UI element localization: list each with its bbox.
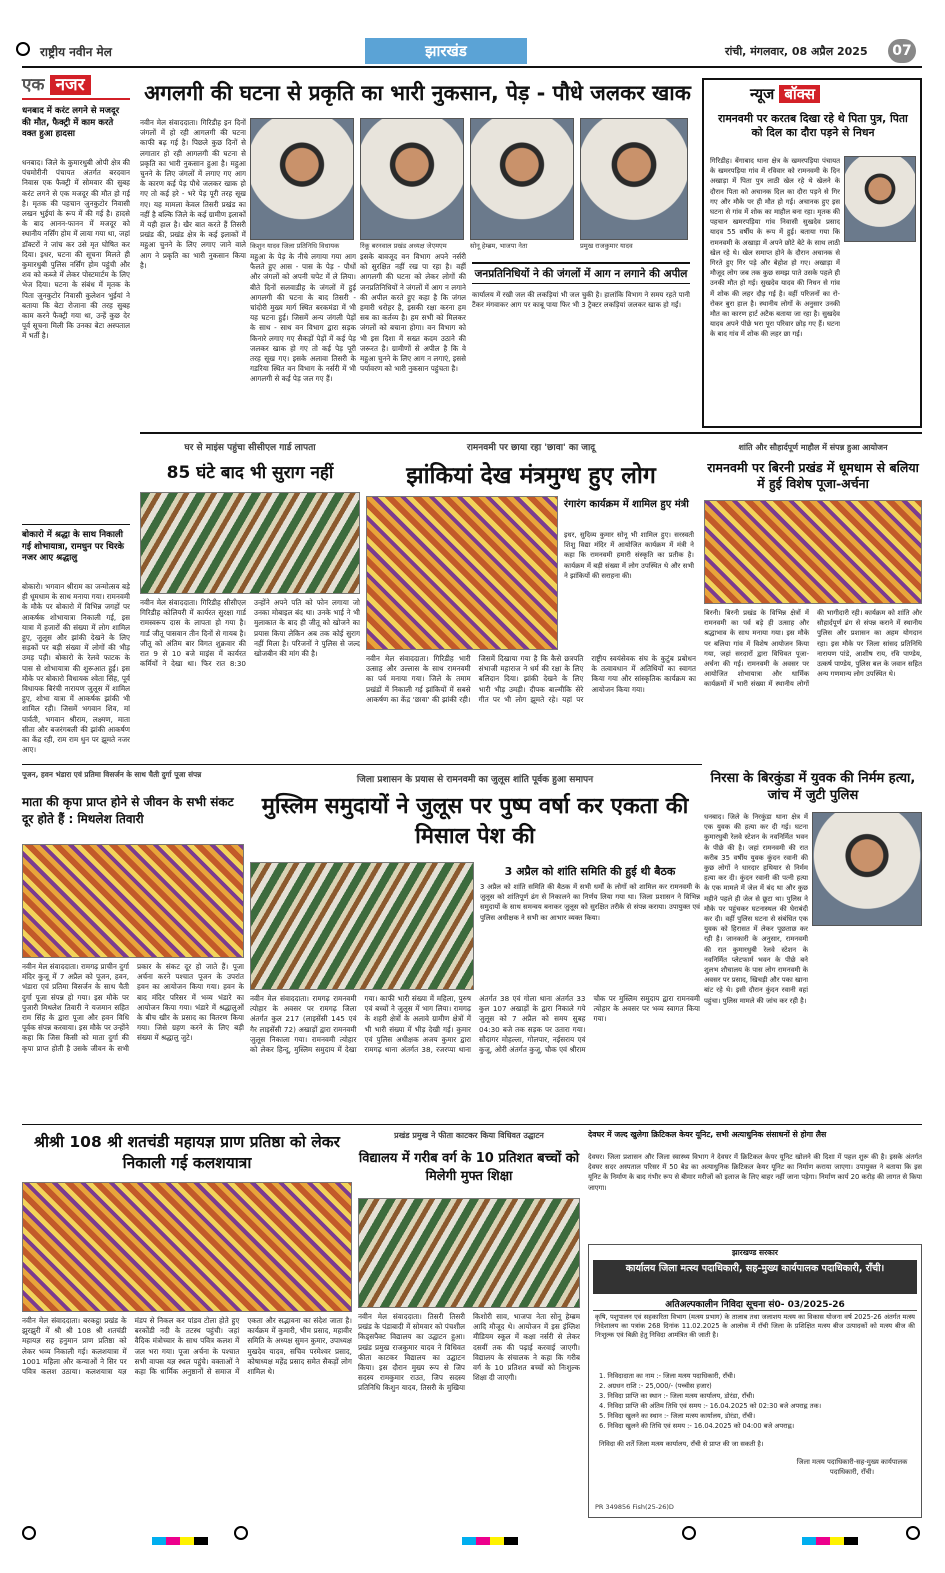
ek-nazar-item2-body: बोकारो। भगवान श्रीराम का जन्मोत्सव बड़े ही धूमधाम के साथ मनाया गया। रामनवमी के मौके पर बोकारो में विभिन्न जगहों पर आकर्षक शोभायात्रा निकाली गई, इस यात्रा में हजारों की संख्या में लोग शामिल हुए, जुलूस और झांकी देखने के लिए सड़कों पर बड़ी संख्या में लोगों की भीड़ उमड़ पड़ी। बोकारो के रेलवे फाटक के पास से शोभायात्रा की शुरूआत हुई। इस मौके पर बोकारो विधायक श्वेता सिंह, पूर्व विधायक बिरंची नारायण जुलूस में शामिल हुए, शोभा यात्रा में आकर्षक झांकी भी शामिल रही। जिसमें भगवान शिव, मां पार्वती, भगवान श्रीराम, लक्ष्मण, माता सीता और बजरंगबली की झांकी आकर्षण का केंद्र रही, राम राम धुन पर झूमते नजर आए। xyxy=(22,582,130,755)
row3-left-body: नवीन मेल संवाददाता। रामगढ़ प्राचीन दुर्गा मंदिर कुजू में 7 अप्रैल को पूजन, हवन, भंडारा एवं प्रतिमा विसर्जन के साथ चैती दुर्गा पूजा संपन्न हो गया। इस मौके पर पुजारी मिथलेश तिवारी ने यजमान सहित राम सिंह के द्वारा पूजा और हवन विधि पूर्वक संपन्न करवाया। इस मौके पर उन्होंने कहा कि जिस किसी को माता दुर्गा की कृपा प्राप्त होती है उसके जीवन के सभी प्रकार के संकट दूर हो जाते हैं। पूजा अर्चना करने पश्चात पूजन के उपरांत हवन का आयोजन किया गया। हवन के बाद मंदिर परिसर में भव्य भंडारे का आयोजन किया गया। भंडारे में श्रद्धालुओं के बीच खीर के प्रसाद का वितरण किया गया। जिसे ग्रहण करने के लिए बड़ी संख्या में श्रद्धालु जुटे। xyxy=(22,962,244,1053)
nazar-label: नजर xyxy=(50,75,91,95)
row3-right-body: नवीन मेल संवाददाता। रामगढ़ रामनवमी त्योहार के अवसर पर रामगढ़ जिला अंतर्गत कुल 217 (लाइसेंसी 145 एवं गैर लाइसेंसी 72) अखाड़ों द्वारा रामनवमी जुलूस निकाला गया। रामनवमी त्योहार को लेकर हिन्दू, मुस्लिम समुदाय में देखा गया। काफी भारी संख्या में महिला, पुरुष एवं बच्चों ने जुलूस में भाग लिया। रामगढ़ के शहरी क्षेत्रों के अलावे ग्रामीण क्षेत्रों में भी भारी संख्या में भीड़ देखी गई। कुमार एवं पुलिस अधीक्षक अजय कुमार द्वारा रामगढ़ थाना अंतर्गत 38, रजरप्पा थाना अंतर्गत 38 एवं गोला थाना अंतर्गत 33 कुल 107 अखाड़ों के द्वारा निकाले गये जुलूस को 7 अप्रैल को समय सुबह 04:30 बजे तक सड़क पर उतारा गया। सौदागर मोहल्ला, गोलपार, नईसराय एवं कुजू, ओरी अंतर्गत कुजू, चौक एवं श्रीराम चौक पर मुस्लिम समुदाय द्वारा रामनवमी त्योहार के अवसर पर भव्य स्वागत किया गया। xyxy=(250,994,700,1055)
news-box-body: गिरिडीह। बेंगाबाद थाना क्षेत्र के खमरपड़िया पंचायत के खमरपड़िया गांव में रविवार को रामनवमी के दिन अखाड़ा में पिता पुत्र लाठी खेल रहे थे खेलने के दौरान पिता को अचानक दिल का दौरा पड़ने से गिर गए और मौके पर ही मौत हो गई। अचानक हुए इस घटना से गांव में शोक का माहौल बना रहा। मृतक की पहचान खमरपड़िया गांव निवासी सुखदेव प्रसाद यादव 55 वर्षीय के रूप में हुई। बताया गया कि रामनवमी के अखाड़ा में अपने छोटे बेटे के साथ लाठी खेल रहे थे। खेल समाप्त होने के दौरान अचानक से गिरते हुए गिर पड़े और बेहोश हो गए। अखाड़ा में मौजूद लोग जब तक कुछ समझ पाते उसके पहले ही उनकी मौत हो गई। सुखदेव यादव की निधन से गांव में शोक की लहर दौड़ गई है। वहीं परिजनों का रो-रोकर बुरा हाल है। स्थानीय लोगों के अनुसार उनकी मौत का कारण हार्ट अटैक बताया जा रहा है। सुखदेव यादव अपने पीछे भरा पूरा परिवार छोड़ गए हैं। घटना के बाद गांव में शोक की लहर छा गई। xyxy=(710,157,840,339)
box-label: बॉक्स xyxy=(779,85,820,103)
registration-mark xyxy=(22,1526,36,1540)
row3-kicker-right: जिला प्रशासन के प्रयास से रामनवमी का जुलूस शांति पूर्वक हुआ समापन xyxy=(356,775,594,785)
row-divider-1 xyxy=(140,432,922,434)
row2-right-photo xyxy=(366,496,558,650)
masthead xyxy=(22,38,922,64)
tender-item: 4. निविदा प्राप्ति की अंतिम तिथि एवं समय :- 16.04.2025 को 02:30 बजे अपराह्न तक। xyxy=(599,1402,822,1410)
portrait-photo-1 xyxy=(250,118,354,240)
tender-pr-number: PR 349856 Fish(25-26)D xyxy=(595,1503,674,1511)
row2-left-body: नवीन मेल संवाददाता। गिरिडीह सीसीएल गिरिडीह कोलियरी में कार्यरत सुरक्षा गार्ड रामस्वरूप दास के लापता हो गया है। गार्ड जीतू पासवान तीन दिनों से गायब है। जीतू को अंतिम बार विगत शुक्रवार की रात 9 से 10 बजे माइंस में कार्यरत कर्मियों ने देखा था। फिर रात 8:30 उन्होंने अपने पति को फोन लगाया जो उनका मोबाइल बंद था। उनके भाई ने भी मुलाकात के बाद ही जीतू को खोजने का प्रयास किया लेकिन अब तक कोई सुराग नहीं मिला है। परिजनों ने पुलिस से जल्द खोजबीन की मांग की है। xyxy=(140,598,360,669)
color-swatches xyxy=(802,1530,858,1549)
tender-item: 1. निविदादाता का नाम :- जिला मत्स्य पदाधिकारी, राँची। xyxy=(599,1372,736,1380)
section-bar xyxy=(365,38,527,64)
tender-footer-note: निविदा की शर्तें जिला मत्स्य कार्यालय, राँची से प्राप्त की जा सकती है। xyxy=(599,1440,764,1448)
row3-kicker-left: पूजन, हवन भंडारा एवं प्रतिमा विसर्जन के साथ चैती दुर्गा पूजा संपन्न xyxy=(22,770,202,779)
row2-left-photo xyxy=(140,492,360,594)
print-color-bar xyxy=(22,1526,922,1542)
color-swatches xyxy=(152,1530,208,1549)
lead-col3 xyxy=(360,252,466,426)
tender-intro: कृषि, पशुपालन एवं सहकारिता विभाग (मत्स्य प्रभाग) के तालाब तथा जलाशय मत्स्य का विकास योजना वर्ष 2025-26 अंतर्गत मत्स्य निदेशालय का पत्रांक 268 दिनांक 11.02.2025 के आलोक में राँची जिला के प्रशिक्षित मत्स्य बीज उत्पादकों को मत्स्य बीज की निःशुल्क एवं बिक्री हेतु निविदा आमंत्रित की जाती है। xyxy=(595,1313,915,1339)
deoghar-body: देवघर। जिला प्रशासन और जिला स्वास्थ्य विभाग ने देवघर में क्रिटिकल केयर यूनिट खोलने की दिशा में पहल शुरू की है। इसके अंतर्गत देवघर सदर अस्पताल परिसर में 50 बेड का अत्याधुनिक क्रिटिकल केयर यूनिट का निर्माण कराया जाएगा। उपायुक्त ने बताया कि इस यूनिट के निर्माण के बाद गंभीर रूप से बीमार मरीजों को इलाज के लिए बाहर नहीं जाना पड़ेगा। निर्माण कार्य 20 करोड़ की लागत से किया जाएगा। xyxy=(588,1153,922,1192)
tender-org: झारखण्ड सरकार xyxy=(732,1248,778,1257)
tender-notice xyxy=(588,1244,922,1518)
birni-body: बिरनी। बिरनी प्रखंड के विभिन्न क्षेत्रों में रामनवमी का पर्व बड़े ही उत्साह और श्रद्धाभाव के साथ मनाया गया। इस मौके पर बलिया गांव में विशेष आयोजन किया गया, जहां सरदारों द्वारा विधिवत पूजा-अर्चना की गई। रामनवमी के अवसर पर आयोजित शोभायात्रा और धार्मिक कार्यक्रमों में भारी संख्या में स्थानीय लोगों की भागीदारी रही। कार्यक्रम को शांति और सौहार्दपूर्ण ढंग से संपन्न कराने में स्थानीय पुलिस और प्रशासन का अहम योगदान रहा। इस मौके पर जिला सांसद प्रतिनिधि नारायण पांडे, आशीष राय, रवि पाण्डेय, उत्कर्ष पाण्डेय, पुलिस बल के जवान सहित अन्य गणमान्य लोग उपस्थित थे। xyxy=(704,609,922,689)
row2-right-subhead: रंगारंग कार्यक्रम में शामिल हुए मंत्री xyxy=(564,499,689,510)
portrait-photo-4 xyxy=(580,118,688,240)
news-box xyxy=(702,78,922,428)
lead-body-col2: महुआ के पेड़ के नीचे लगाया गया आग फैलते हुए आस - पास के पेड़ - पौधों और जंगलों को अपनी चपेट में ले लिया। बीते दिनों सलवाडीह के जंगलों में हुई आगलगी की घटना के बाद तिसरी - चांदोरी मुख्य मार्ग स्थित बरकमंडा में भी यह घटना हुई। जिसमें अन्य जंगली पेड़ों के साथ - साथ वन विभाग द्वारा सड़क किनारे लगाए गए सैकड़ों पेड़ों में कई पेड़ जलकर खाक हो गए तो कई पेड़ पूरी तरह सूख गए। इसके अलावा तिसरी के गडरिया स्थित वन विभाग के नर्सरी में भी आगलगी से कई पेड़ जल गए हैं। xyxy=(250,252,356,384)
row3-right-sub-body: 3 अप्रैल को शांति समिति की बैठक में सभी धर्मों के लोगों को शामिल कर रामनवमी के जुलूस को शांतिपूर्ण ढंग से निकालने का निर्णय लिया गया था। जिला प्रशासन ने विभिन्न समुदायों के साथ समन्वय बनाकर जुलूस को सुरक्षित तरीके से संपन्न कराया। उपायुक्त एवं पुलिस अधीक्षक ने सभी का आभार व्यक्त किया। xyxy=(480,883,700,922)
portrait-caption-3: सोनू हेम्ब्रम, भाजपा नेता xyxy=(470,242,528,250)
crime-body: धनबाद। जिले के निरकुंडा थाना क्षेत्र में एक युवक की हत्या कर दी गई। घटना कुमारधुबी रेलवे स्टेशन के नवनिर्मित भवन के पीछे की है। जहां रामनवमी की रात करीब 35 वर्षीय युवक कुंदन रवानी की कुछ लोगों ने धारदार हथियार से निर्मम हत्या कर दी। कुंदन रवानी की पत्नी हत्या के एक मामले में जेल में बंद था और कुछ महीने पहले ही जेल से छूटा था। पुलिस ने मौके पर पहुंचकर घटनास्थल की घेराबंदी कर दी। वहीं पुलिस घटना से संबंधित एक युवक को हिरासत में लेकर पूछताछ कर रही है। जानकारी के अनुसार, रामनवमी की रात कुमारधुबी रेलवे स्टेशन के नवनिर्मित प्लेटफार्म भवन के पीछे बने शुलभ शौचालय के पास लोग रामनवमी के अवसर पर प्रसाद, खिचड़ी और पका खाना बांट रहे थे। इसी दौरान कुंदन रवानी वहां पहुंचा। पुलिस मामले की जांच कर रही है। xyxy=(704,813,808,1005)
row4-mid-headline: विद्यालय में गरीब वर्ग के 10 प्रतिशत बच्चों को मिलेगी मुफ्त शिक्षा xyxy=(358,1151,580,1184)
tender-title: कार्यालय जिला मत्स्य पदाधिकारी, सह-मुख्य कार्यपालक पदाधिकारी, राँची। xyxy=(625,1263,885,1274)
deoghar-kicker: देवघर में जल्द खुलेगा क्रिटिकल केयर यूनिट, सभी अत्याधुनिक संसाधनों से होगा लैस xyxy=(588,1130,827,1139)
news-box-photo xyxy=(844,156,916,242)
divider xyxy=(22,524,130,525)
masthead-rule xyxy=(22,66,922,68)
color-swatches xyxy=(462,1530,518,1549)
tender-item: 2. अग्रधन राशि :- 25,000/- (पच्चीस हजार) xyxy=(599,1382,712,1390)
row3-right-photo xyxy=(250,862,474,990)
tender-title-band xyxy=(593,1260,917,1294)
portrait-caption-2: रिंकू बरनवाल प्रखंड अध्यक्ष जेएमएम xyxy=(360,242,447,250)
lead-col2 xyxy=(250,252,356,426)
ek-label: एक xyxy=(22,75,45,95)
ek-nazar-label xyxy=(22,72,130,100)
birni-photo xyxy=(704,500,922,604)
row2-right-headline: झांकियां देख मंत्रमुग्ध हुए लोग xyxy=(406,463,656,489)
lead-body-col1: नवीन मेल संवाददाता। गिरिडीह इन दिनों जंगलों में हो रही आगलगी की घटना काफी बढ़ गई है। पिछले कुछ दिनों से लगातार हो रही आगलगी की घटना से प्रकृति का भारी नुकसान हुआ है। महुआ चुनने के लिए जंगलों में लगाए गए आग के कारण कई पेड़ पौधे जलकर खाक हो गए तो कई हरे - भरे पेड़ पूरी तरह सूख गए। यह मामला केवल तिसरी प्रखंड का नहीं है बल्कि जिले के कई ग्रामीण इलाकों में यही हाल है। खैर बात करते हैं तिसरी प्रखंड की, प्रखंड क्षेत्र के कई इलाकों में महुआ चुनने के लिए लगाए जाने वाले आग ने प्रकृति का भारी नुकसान किया है। xyxy=(140,118,246,270)
tender-item: 6. निविदा खुलने की तिथि एवं समय :- 16.04.2025 को 04:00 बजे अपराह्न। xyxy=(599,1422,795,1430)
tender-signature: जिला मत्स्य पदाधिकारी-सह-मुख्य कार्यपालक पदाधिकारी, राँची। xyxy=(796,1458,908,1477)
ek-nazar-item2-headline: बोकारो में श्रद्धा के साथ निकाली गई शोभायात्रा, रामधुन पर थिरके नजर आए श्रद्धालु xyxy=(22,530,124,563)
row4-mid-photo xyxy=(358,1198,580,1308)
registration-mark xyxy=(906,1526,920,1540)
news-label: न्यूज xyxy=(750,85,775,103)
lead-col1 xyxy=(140,118,246,426)
page-number: 07 xyxy=(888,39,916,63)
ek-nazar-column xyxy=(22,72,132,762)
crime-headline: निरसा के बिरकुंडा में युवक की निर्मम हत्या, जांच में जुटी पुलिस xyxy=(710,771,916,803)
tender-item: 3. निविदा प्राप्ति का स्थान :- जिला मत्स्य कार्यालय, डोरंडा, राँची। xyxy=(599,1392,755,1400)
lead-headline: अगलगी की घटना से प्रकृति का भारी नुकसान, पेड़ - पौधे जलकर खाक xyxy=(144,81,691,105)
ek-nazar-item1-body: धनबाद। जिले के कुमारधुबी ओपी क्षेत्र की पंचमोरीनी पंचायत अंतर्गत बरदवान निवास एक फैक्ट्री में सोमवार की सुबह करंट लगने से एक मजदूर की मौत हो गई है। मृतक की पहचान जुनकुटोर निवासी लखन भुईयां के रूप में की गई है। हादसे के बाद आनन-फानन में मजदूर को स्थानीय नर्सिंग होम में लाया गया था, जहां डॉक्टरों ने जांच कर उसे मृत घोषित कर दिया। इधर, घटना की सूचना मिलते ही कुमारधुबी पुलिस नर्सिंग होम पहुंची और शव को कब्जे में लेकर पोस्टमार्टम के लिए भेज दिया। घटना के संबंध में मृतक के पिता जुनकुटोर निवासी कुलेशन भुईयां ने बताया कि बेटा रोजाना की तरह सुबह काम करने फैक्ट्री गया था, उन्हें कुछ देर पूर्व सूचना मिली कि उनका बेटा अस्पताल में भर्ती है। xyxy=(22,158,130,341)
row-divider-3 xyxy=(22,1124,922,1125)
row4-mid-body: नवीन मेल संवाददाता। तिसरी तिसरी प्रखंड के पंडाबादी में सोमवार को पंचशील किड्सपैक्ट विद्यालय का उद्घाटन हुआ। प्रखंड प्रमुख राजकुमार यादव ने विधिवत फीता काटकर विद्यालय का उद्घाटन किया। इस दौरान मुख्य रूप से जिप सदस्य रामकुमार राउत, जिप सदस्य प्रतिनिधि किशुन यादव, तिसरी के मुखिया किशोरी साव, भाजपा नेता सोनू हेम्ब्रम आदि मौजूद थे। आयोजन में इस इंग्लिश मीडियम स्कूल में कक्षा नर्सरी से लेकर दसवीं तक की पढ़ाई करवाई जाएगी। विद्यालय के संचालक ने कहा कि गरीब वर्ग के 10 प्रतिशत बच्चों को निःशुल्क शिक्षा दी जाएगी। xyxy=(358,1312,580,1393)
lead-body-col4: कार्यालय में रखी जल की लकड़ियां भी जल चुकी है। हालांकि विभाग ने समय रहते पानी टैंकर मंगवाकर आग पर काबू पाया फिर भी 3 ट्रैक्टर लकड़ियां जलकर खाक हो गईं। xyxy=(472,291,690,310)
ek-nazar-item1-headline: धनबाद में करंट लगने से मजदूर की मौत, फैक्ट्री में काम करते वक्त हुआ हादसा xyxy=(22,106,120,139)
row3-left-headline: माता की कृपा प्राप्त होने से जीवन के सभी संकट दूर होते हैं : मिथलेश तिवारी xyxy=(22,795,234,826)
registration-mark xyxy=(16,42,30,56)
crime-photo xyxy=(812,812,922,926)
row2-kicker-left: घर से माइंस पहुंचा सीसीएल गार्ड लापता xyxy=(184,443,316,453)
row2-right-sub-body: इधर, सुदिव्य कुमार सोनू भी शामिल हुए। सरस्वती शिशु विद्या मंदिर में आयोजित कार्यक्रम में मंत्री ने कहा कि रामनवमी हमारी संस्कृति का प्रतीक है। कार्यक्रम में बड़ी संख्या में लोग उपस्थित थे और सभी ने झांकियों की सराहना की। xyxy=(564,531,694,580)
tender-item: 5. निविदा खुलने का स्थान :- जिला मत्स्य कार्यालय, डोरंडा, राँची। xyxy=(599,1412,756,1420)
dateline: रांची, मंगलवार, 08 अप्रैल 2025 xyxy=(725,45,868,58)
row3-left-photo xyxy=(22,844,244,958)
row4-kicker-mid: प्रखंड प्रमुख ने फीता काटकर किया विधिवत उद्घाटन xyxy=(394,1131,544,1140)
row2-left-headline: 85 घंटे बाद भी सुराग नहीं xyxy=(166,463,334,483)
section-title: झारखंड xyxy=(425,42,467,60)
row3-right-subhead: 3 अप्रैल को शांति समिति की हुई थी बैठक xyxy=(504,865,676,878)
news-box-label xyxy=(750,84,820,104)
row4-left-photo xyxy=(22,1182,352,1312)
row3-right-headline: मुस्लिम समुदायों ने जुलूस पर पुष्प वर्षा कर एकता की मिसाल पेश की xyxy=(261,794,689,849)
portrait-photo-3 xyxy=(470,118,574,240)
row2-kicker-right: रामनवमी पर छाया रहा 'छावा' का जादू xyxy=(466,443,596,453)
lead-subhead-box xyxy=(472,262,690,284)
row2-right-body: नवीन मेल संवाददाता। गिरिडीह भारी उत्साह और उल्लास के साथ रामनवमी का पर्व मनाया गया। जिले के तमाम प्रखंडों में निकाली गई झांकियों में सबसे आकर्षण का केंद्र 'छावा' की झांकी रही। जिसमें दिखाया गया है कि कैसे छत्रपति संभाजी महाराज ने धर्म की रक्षा के लिए बलिदान दिया। झांकी देखने के लिए भारी भीड़ उमड़ी। दीपक बाल्मीकि सेरे गीत पर भी लोग झूमते रहे। यहां पर राष्ट्रीय स्वयंसेवक संघ के कुटुंब प्रबोधन के तत्वावधान में अतिथियों का स्वागत किया गया और सांस्कृतिक कार्यक्रम का आयोजन किया गया। xyxy=(366,654,696,704)
row4-left-headline: श्रीश्री 108 श्री शतचंडी महायज्ञ प्राण प्रतिष्ठा को लेकर निकाली गई कलशयात्रा xyxy=(34,1133,340,1172)
tender-items xyxy=(599,1371,915,1431)
registration-mark xyxy=(682,1526,696,1540)
news-box-headline: रामनवमी पर करतब दिखा रहे थे पिता पुत्र, पिता को दिल का दौरा पड़ने से निधन xyxy=(718,112,908,139)
row-divider-2 xyxy=(22,764,702,765)
row4-left-body: नवीन मेल संवाददाता। बरकट्ठा प्रखंड के झुरझुरी में श्री श्री 108 श्री शतचंडी महायज्ञ सह हनुमान प्राण प्रतिष्ठा को लेकर भव्य निकाली गई। कलशयात्रा में 1001 महिला और कन्याओं ने सिर पर पवित्र कलश उठाया। कलशयात्रा यज्ञ मंडप से निकल कर पांडव टोला होते हुए बरकोंडी नदी के तटस्थ पहुंची। जहां वैदिक मंत्रोच्चार के साथ पवित्र कलश में जल भरा गया। पूजा अर्चना के पश्चात सभी वापस यज्ञ स्थल पहुंचे। वक्ताओं ने कहा कि धार्मिक अनुष्ठानों से समाज में एकता और सद्भावना का संदेश जाता है। कार्यक्रम में कुमारी, भीम प्रसाद, महावीर समिति के अध्यक्ष सुमन कुमार, उपाध्यक्ष मुखदेव यादव, सचिव परमेश्वर प्रसाद, कोषाध्यक्ष महेंद्र प्रसाद समेत सैकड़ों लोग शामिल थे। xyxy=(22,1316,352,1377)
news-box-kicker: शांति और सौहार्दपूर्ण माहौल में संपन्न हुआ आयोजन xyxy=(738,443,888,452)
portrait-caption-4: प्रमुख राजकुमार यादव xyxy=(580,242,633,250)
registration-mark xyxy=(234,1526,248,1540)
lead-subhead: जनप्रतिनिधियों ने की जंगलों में आग न लगाने की अपील xyxy=(474,268,688,280)
lead-body-col3: इसके बावजूद वन विभाग अपने नर्सरी को सुरक्षित नहीं रख पा रहा है। वहीं आगलगी की घटना को लेकर लोगों की जनप्रतिनिधियों ने जंगलों में आग न लगाने की अपील करते हुए कहा है कि जंगल हमारी धरोहर है, इसकी रक्षा करना हम सब का कर्तव्य है। हम सभी को मिलकर जंगलों को बचाना होगा। वन विभाग को भी इस दिशा में सख्त कदम उठाने की जरूरत है। ग्रामीणों से अपील है कि वे महुआ चुनने के लिए आग न लगाएं, इससे पर्यावरण को भारी नुकसान पहुंचता है। xyxy=(360,252,466,374)
portrait-photo-2 xyxy=(360,118,464,240)
birni-headline: रामनवमी पर बिरनी प्रखंड में धूमधाम से बलिया में हुई विशेष पूजा-अर्चना xyxy=(707,460,919,491)
paper-name: राष्ट्रीय नवीन मेल xyxy=(40,45,112,59)
portrait-caption-1: किशुन यादव जिला प्रतिनिधि विधायक xyxy=(250,242,340,250)
tender-subtitle: अतिअल्पकालीन निविदा सूचना सं0- 03/2025-26 xyxy=(593,1297,917,1311)
